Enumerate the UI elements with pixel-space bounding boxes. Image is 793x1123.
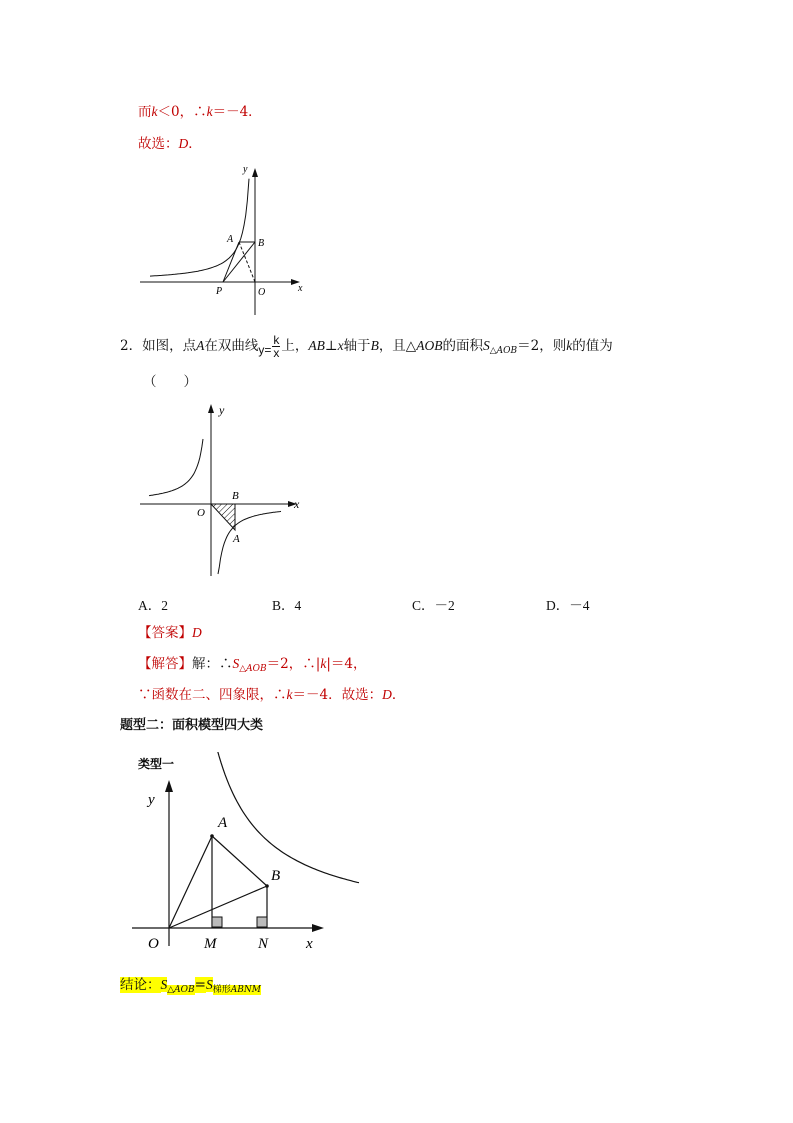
fraction-denominator: x [273, 346, 280, 360]
label-y: y [219, 403, 225, 417]
segment-PB [223, 242, 255, 282]
var-S: S [205, 977, 213, 992]
var-k: k [566, 338, 573, 353]
var-S: S [232, 656, 240, 671]
subscript-trapezoid: 梯形 [212, 985, 231, 995]
right-angle-mark-M [212, 917, 222, 927]
text-fragment: ，且△ [378, 338, 417, 354]
segment-AB [212, 836, 267, 886]
equation-y: y= [258, 343, 272, 357]
label-y: y [243, 164, 248, 175]
text-fragment: ＝－4．故选： [292, 687, 383, 703]
label-B: B [271, 868, 281, 884]
text-fragment: 的面积 [442, 338, 483, 354]
text-fragment: ． [391, 687, 406, 703]
subscript-AOB: △AOB [239, 664, 267, 674]
choice-letter: D [178, 136, 189, 151]
answer-blank-parentheses: （ ） [143, 374, 197, 390]
segment-PA [223, 242, 239, 282]
text-fragment: ＝2，∴| [266, 656, 321, 672]
conclusion-line [120, 976, 261, 996]
question-2-text [120, 334, 613, 359]
option-c: C．－2 [412, 598, 455, 613]
solution-line-2 [138, 686, 405, 704]
label-x: x [294, 497, 300, 511]
text-fragment: 上， [281, 338, 309, 354]
label-A: A [227, 234, 234, 245]
choice-letter: D [382, 687, 392, 702]
var-k: k [151, 104, 158, 119]
text-fragment: 而 [138, 104, 152, 120]
triangle-AOB-shaded [211, 504, 235, 530]
figure-1-hyperbola [135, 160, 310, 320]
text-fragment: 解：∴ [192, 656, 233, 672]
var-B: B [370, 338, 379, 353]
var-A: A [196, 338, 205, 353]
segment-AO-dashed [239, 242, 255, 282]
section-heading: 题型二：面积模型四大类 [120, 718, 264, 733]
perp-symbol: ⊥ [324, 338, 338, 354]
figure-3-area-model [132, 752, 364, 957]
label-A: A [218, 815, 228, 831]
hyperbola-curve [150, 179, 249, 276]
var-S: S [160, 977, 168, 992]
fraction-k-over-x [272, 334, 280, 359]
var-S: S [482, 338, 490, 353]
answer-line [138, 624, 202, 642]
var-k: k [320, 656, 327, 671]
segment-OA [169, 836, 212, 928]
option-b: B．4 [272, 598, 302, 613]
solution-tag: 【解答】 [138, 656, 192, 672]
label-O: O [258, 287, 266, 298]
point-B [265, 884, 269, 888]
text-fragment: ＝2，则 [517, 338, 567, 354]
var-AOB: AOB [416, 338, 443, 353]
label-x: x [306, 936, 313, 952]
answer-tag: 【答案】 [138, 625, 192, 641]
y-axis-arrow [252, 168, 258, 177]
label-B: B [232, 490, 239, 502]
equals-sign: = [194, 977, 206, 993]
text-fragment: ． [188, 136, 202, 152]
text-fragment: 故选： [138, 136, 179, 152]
option-a: A．2 [138, 598, 168, 613]
label-y: y [148, 792, 155, 808]
text-fragment: ＝－4． [212, 104, 262, 120]
var-AB: AB [308, 338, 325, 353]
label-A: A [233, 533, 240, 545]
label-B: B [258, 238, 265, 249]
text-fragment: 的值为 [572, 338, 613, 354]
text-fragment: 在双曲线 [204, 338, 259, 354]
y-axis-arrow [208, 404, 214, 413]
subscript-AOB: △AOB [167, 985, 195, 995]
choice-line [138, 135, 202, 153]
text-fragment: 2．如图，点 [120, 338, 197, 354]
subscript-ABNM: ABNM [230, 985, 261, 995]
label-O: O [197, 507, 205, 519]
label-N: N [258, 936, 269, 952]
var-k: k [206, 104, 213, 119]
hyperbola-branch-quadrant-2 [149, 439, 203, 496]
answer-value: D [192, 625, 202, 640]
label-x: x [298, 283, 303, 294]
solution-line-1 [138, 655, 366, 675]
conclusion-label: 结论： [120, 977, 161, 993]
label-M: M [204, 936, 217, 952]
label-P: P [216, 286, 223, 297]
subscript-AOB: △AOB [489, 346, 518, 356]
point-A [210, 834, 214, 838]
var-x: x [337, 338, 344, 353]
text-fragment: ∵函数在二、四象限，∴ [138, 687, 287, 703]
var-k: k [286, 687, 293, 702]
text-fragment: |＝4， [326, 656, 367, 672]
right-angle-mark-N [257, 917, 267, 927]
option-d: D．－4 [546, 598, 590, 613]
text-fragment: ＜0，∴ [157, 104, 207, 120]
figure-caption: 类型一 [138, 757, 175, 771]
x-axis-arrow [312, 924, 324, 932]
solution-line-k-negative [138, 103, 262, 121]
figure-2-hyperbola [135, 398, 310, 580]
text-fragment: 轴于 [343, 338, 371, 354]
y-axis-arrow [165, 780, 173, 792]
fraction-numerator: k [273, 333, 280, 347]
label-O: O [148, 936, 159, 952]
